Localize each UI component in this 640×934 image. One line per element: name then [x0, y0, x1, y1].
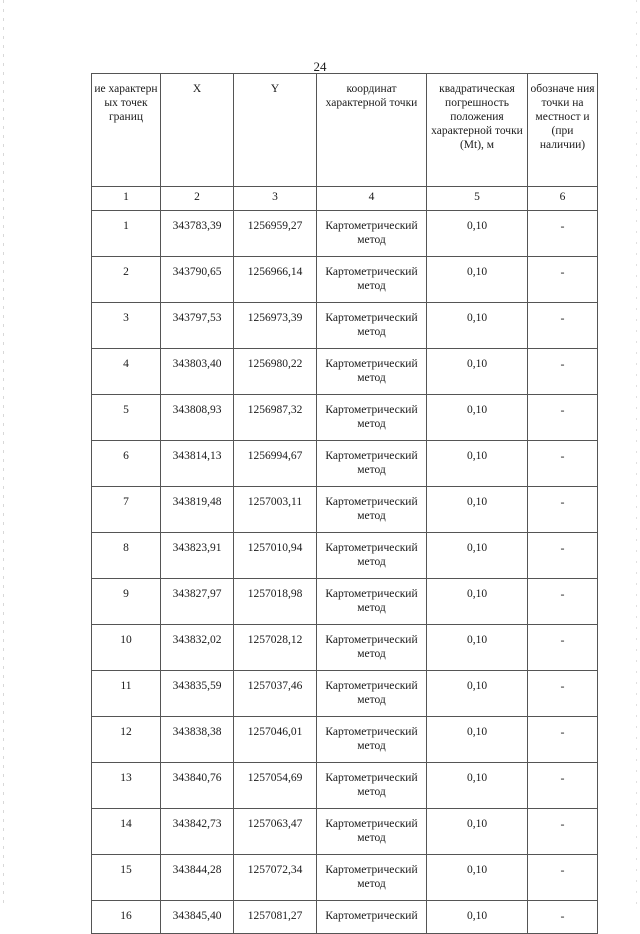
x-coordinate-cell: 343827,97 [161, 579, 234, 625]
x-coordinate-cell: 343845,40 [161, 901, 234, 934]
method-cell: Картометрический метод [317, 303, 427, 349]
column-number: 3 [234, 187, 317, 211]
page-number: 24 [313, 59, 327, 74]
point-number-cell: 9 [92, 579, 161, 625]
x-coordinate-cell: 343819,48 [161, 487, 234, 533]
column-number: 4 [317, 187, 427, 211]
method-cell: Картометрический [317, 901, 427, 934]
header-error: квадратическая погрешность положения характерной точки (Mt), м [427, 74, 528, 187]
table-row [92, 855, 598, 901]
error-cell: 0,10 [427, 395, 528, 441]
table-row [92, 579, 598, 625]
y-coordinate-cell: 1256987,32 [234, 395, 317, 441]
y-coordinate-cell: 1256959,27 [234, 211, 317, 257]
method-cell: Картометрический метод [317, 395, 427, 441]
table-row [92, 487, 598, 533]
error-cell: 0,10 [427, 487, 528, 533]
y-coordinate-cell: 1257072,34 [234, 855, 317, 901]
error-cell: 0,10 [427, 349, 528, 395]
y-coordinate-cell: 1256966,14 [234, 257, 317, 303]
table-row [92, 901, 598, 934]
point-number-cell: 13 [92, 763, 161, 809]
method-cell: Картометрический метод [317, 855, 427, 901]
y-coordinate-cell: 1257003,11 [234, 487, 317, 533]
marking-cell: - [528, 441, 598, 487]
error-cell: 0,10 [427, 763, 528, 809]
point-number-cell: 15 [92, 855, 161, 901]
marking-cell: - [528, 901, 598, 934]
error-cell: 0,10 [427, 579, 528, 625]
table-row [92, 717, 598, 763]
table-row [92, 763, 598, 809]
point-number-cell: 16 [92, 901, 161, 934]
column-number: 6 [528, 187, 598, 211]
method-cell: Картометрический метод [317, 579, 427, 625]
y-coordinate-cell: 1257018,98 [234, 579, 317, 625]
table-row [92, 395, 598, 441]
header-method: координат характерной точки [317, 74, 427, 187]
table-row [92, 533, 598, 579]
marking-cell: - [528, 579, 598, 625]
marking-cell: - [528, 487, 598, 533]
table-row [92, 257, 598, 303]
table-row [92, 303, 598, 349]
error-cell: 0,10 [427, 257, 528, 303]
method-cell: Картометрический метод [317, 533, 427, 579]
point-number-cell: 4 [92, 349, 161, 395]
error-cell: 0,10 [427, 901, 528, 934]
header-point-number: ие характерн ых точек границ [92, 74, 161, 187]
y-coordinate-cell: 1257054,69 [234, 763, 317, 809]
point-number-cell: 6 [92, 441, 161, 487]
table-row [92, 349, 598, 395]
error-cell: 0,10 [427, 717, 528, 763]
y-coordinate-cell: 1256994,67 [234, 441, 317, 487]
point-number-cell: 8 [92, 533, 161, 579]
x-coordinate-cell: 343783,39 [161, 211, 234, 257]
y-coordinate-cell: 1257037,46 [234, 671, 317, 717]
method-cell: Картометрический метод [317, 211, 427, 257]
point-number-cell: 1 [92, 211, 161, 257]
error-cell: 0,10 [427, 533, 528, 579]
error-cell: 0,10 [427, 303, 528, 349]
x-coordinate-cell: 343835,59 [161, 671, 234, 717]
error-cell: 0,10 [427, 625, 528, 671]
y-coordinate-cell: 1256980,22 [234, 349, 317, 395]
y-coordinate-cell: 1256973,39 [234, 303, 317, 349]
method-cell: Картометрический метод [317, 717, 427, 763]
error-cell: 0,10 [427, 855, 528, 901]
error-cell: 0,10 [427, 441, 528, 487]
method-cell: Картометрический метод [317, 257, 427, 303]
marking-cell: - [528, 671, 598, 717]
header-x: X [161, 74, 234, 187]
method-cell: Картометрический метод [317, 763, 427, 809]
y-coordinate-cell: 1257010,94 [234, 533, 317, 579]
point-number-cell: 2 [92, 257, 161, 303]
header-y: Y [234, 74, 317, 187]
scan-edge-left [3, 0, 4, 905]
x-coordinate-cell: 343823,91 [161, 533, 234, 579]
header-marking: обозначе ния точки на местност и (при наличии) [528, 74, 598, 187]
x-coordinate-cell: 343797,53 [161, 303, 234, 349]
coordinates-table [91, 73, 598, 934]
y-coordinate-cell: 1257063,47 [234, 809, 317, 855]
x-coordinate-cell: 343814,13 [161, 441, 234, 487]
x-coordinate-cell: 343808,93 [161, 395, 234, 441]
marking-cell: - [528, 303, 598, 349]
method-cell: Картометрический метод [317, 625, 427, 671]
table-row [92, 809, 598, 855]
method-cell: Картометрический метод [317, 487, 427, 533]
x-coordinate-cell: 343803,40 [161, 349, 234, 395]
x-coordinate-cell: 343844,28 [161, 855, 234, 901]
point-number-cell: 12 [92, 717, 161, 763]
x-coordinate-cell: 343832,02 [161, 625, 234, 671]
error-cell: 0,10 [427, 809, 528, 855]
marking-cell: - [528, 855, 598, 901]
method-cell: Картометрический метод [317, 349, 427, 395]
marking-cell: - [528, 717, 598, 763]
point-number-cell: 11 [92, 671, 161, 717]
marking-cell: - [528, 395, 598, 441]
method-cell: Картометрический метод [317, 441, 427, 487]
table-row [92, 671, 598, 717]
y-coordinate-cell: 1257028,12 [234, 625, 317, 671]
point-number-cell: 5 [92, 395, 161, 441]
x-coordinate-cell: 343838,38 [161, 717, 234, 763]
y-coordinate-cell: 1257046,01 [234, 717, 317, 763]
column-number: 5 [427, 187, 528, 211]
marking-cell: - [528, 257, 598, 303]
x-coordinate-cell: 343840,76 [161, 763, 234, 809]
marking-cell: - [528, 349, 598, 395]
error-cell: 0,10 [427, 671, 528, 717]
point-number-cell: 7 [92, 487, 161, 533]
column-number: 2 [161, 187, 234, 211]
marking-cell: - [528, 763, 598, 809]
table-row [92, 211, 598, 257]
table-row [92, 625, 598, 671]
marking-cell: - [528, 211, 598, 257]
x-coordinate-cell: 343842,73 [161, 809, 234, 855]
marking-cell: - [528, 625, 598, 671]
method-cell: Картометрический метод [317, 671, 427, 717]
marking-cell: - [528, 533, 598, 579]
error-cell: 0,10 [427, 211, 528, 257]
scan-edge-right [636, 0, 637, 905]
point-number-cell: 14 [92, 809, 161, 855]
table-header-row [92, 74, 598, 187]
column-number: 1 [92, 187, 161, 211]
point-number-cell: 10 [92, 625, 161, 671]
x-coordinate-cell: 343790,65 [161, 257, 234, 303]
y-coordinate-cell: 1257081,27 [234, 901, 317, 934]
point-number-cell: 3 [92, 303, 161, 349]
column-number-row [92, 187, 598, 211]
table-row [92, 441, 598, 487]
marking-cell: - [528, 809, 598, 855]
method-cell: Картометрический метод [317, 809, 427, 855]
